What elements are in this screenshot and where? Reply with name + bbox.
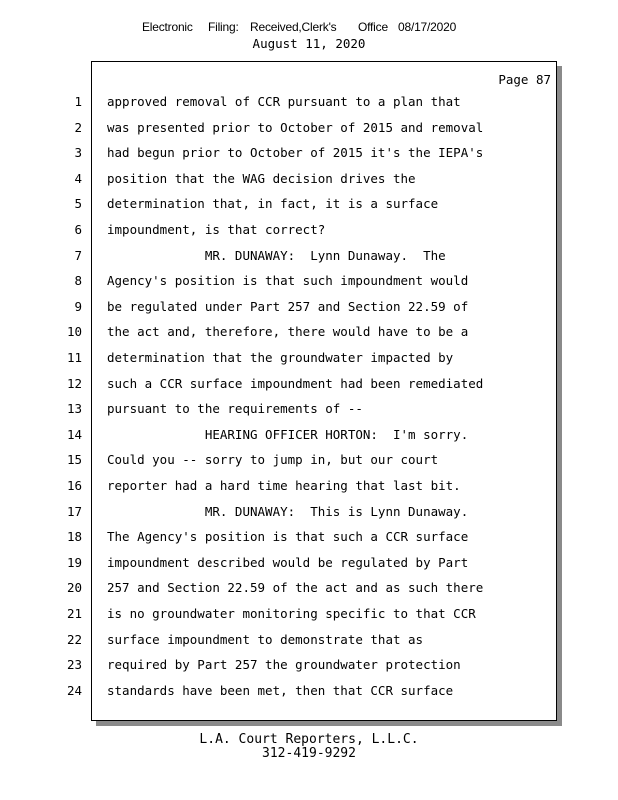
transcript-line: The Agency's position is that such a CCR surface — [107, 529, 469, 544]
transcript-date: August 11, 2020 — [252, 36, 366, 51]
transcript-line: approved removal of CCR pursuant to a plan that — [107, 94, 461, 109]
line-number: 5 — [74, 196, 82, 211]
transcript-line: HEARING OFFICER HORTON: I'm sorry. — [107, 427, 469, 442]
stamp-word: Received,Clerk's — [250, 20, 337, 34]
line-number: 18 — [66, 529, 82, 544]
line-number: 22 — [66, 632, 82, 647]
line-number: 16 — [66, 478, 82, 493]
transcript-line: pursuant to the requirements of -- — [107, 401, 363, 416]
line-number: 20 — [66, 580, 82, 595]
line-number: 14 — [66, 427, 82, 442]
line-number: 9 — [74, 299, 82, 314]
line-number: 21 — [66, 606, 82, 621]
line-number: 7 — [74, 248, 82, 263]
line-number: 2 — [74, 120, 82, 135]
line-number: 12 — [66, 376, 82, 391]
transcript-line: Agency's position is that such impoundment would — [107, 273, 469, 288]
transcript-line: reporter had a hard time hearing that last bit. — [107, 478, 461, 493]
transcript-line: impoundment, is that correct? — [107, 222, 326, 237]
transcript-line: determination that, in fact, it is a surface — [107, 196, 439, 211]
stamp-word: Electronic — [142, 20, 193, 34]
transcript-line: the act and, therefore, there would have to be a — [107, 324, 469, 339]
stamp-word: Filing: — [208, 20, 239, 34]
transcript-line: 257 and Section 22.59 of the act and as such there — [107, 580, 484, 595]
footer-company: L.A. Court Reporters, L.L.C. — [199, 732, 419, 747]
line-number: 11 — [66, 350, 82, 365]
line-number: 15 — [66, 452, 82, 467]
transcript-line: be regulated under Part 257 and Section 22.59 of — [107, 299, 469, 314]
line-number: 6 — [74, 222, 82, 237]
transcript-line: is no groundwater monitoring specific to that CCR — [107, 606, 476, 621]
transcript-line: such a CCR surface impoundment had been remediated — [107, 376, 484, 391]
transcript-line: MR. DUNAWAY: Lynn Dunaway. The — [107, 248, 446, 263]
transcript-line: Could you -- sorry to jump in, but our court — [107, 452, 439, 467]
stamp-word: 08/17/2020 — [398, 20, 457, 34]
line-number: 24 — [66, 683, 82, 698]
transcript-line: required by Part 257 the groundwater protection — [107, 657, 461, 672]
line-number: 8 — [74, 273, 82, 288]
transcript-line: surface impoundment to demonstrate that as — [107, 632, 424, 647]
transcript-line: position that the WAG decision drives the — [107, 171, 416, 186]
line-number: 4 — [74, 171, 82, 186]
line-number: 10 — [66, 324, 82, 339]
transcript-line: had begun prior to October of 2015 it's the IEPA's — [107, 145, 484, 160]
page-number: Page 87 — [498, 72, 551, 87]
transcript-line: MR. DUNAWAY: This is Lynn Dunaway. — [107, 504, 469, 519]
transcript-line: determination that the groundwater impacted by — [107, 350, 454, 365]
footer-phone: 312-419-9292 — [262, 746, 356, 761]
line-number: 3 — [74, 145, 82, 160]
line-number: 17 — [66, 504, 82, 519]
line-number: 19 — [66, 555, 82, 570]
line-number: 23 — [66, 657, 82, 672]
transcript-line: impoundment described would be regulated by Part — [107, 555, 469, 570]
stamp-word: Office — [358, 20, 388, 34]
transcript-line: was presented prior to October of 2015 and removal — [107, 120, 484, 135]
line-number: 13 — [66, 401, 82, 416]
transcript-line: standards have been met, then that CCR surface — [107, 683, 454, 698]
line-number: 1 — [74, 94, 82, 109]
